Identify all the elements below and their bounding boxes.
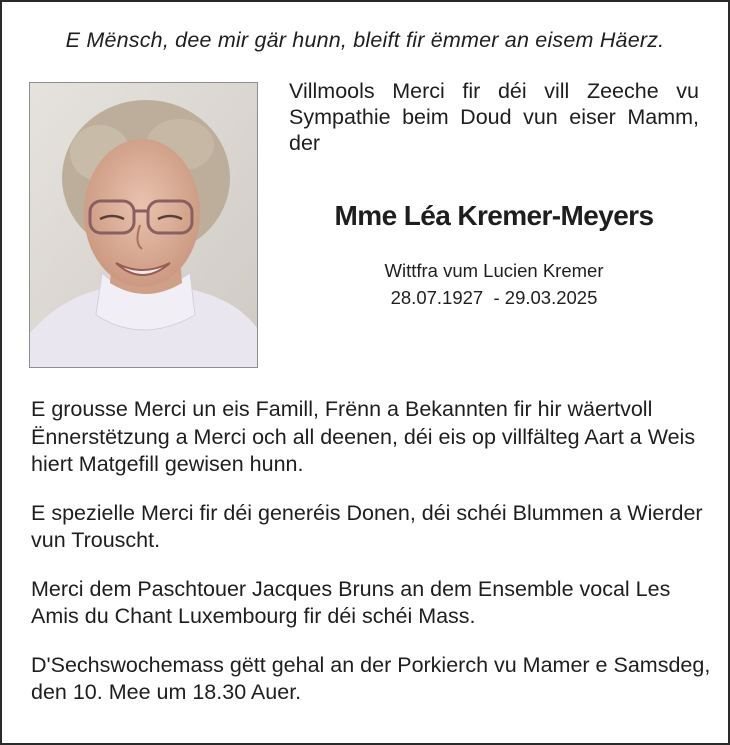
motto: E Mënsch, dee mir gär hunn, bleift fir ëmmer an eisem Häerz. [65,28,665,52]
portrait-photo [29,82,258,368]
paragraph-family-thanks: E grousse Merci un eis Famill, Frënn a Bekannten fir hir wäertvoll Ënnerstëtzung a Merci och all deenen, déi eis op villfälteg Aart a Weis hiert Matgefill gewisen hunn. [31,397,696,476]
paragraph-donations-thanks: E spezielle Merci fir déi generéis Donen, déi schéi Blummen a Wierder vun Trouscht. [31,500,703,552]
deceased-details [289,257,699,311]
thank-you-intro: Villmools Merci fir déi vill Zeeche vu Sympathie beim Doud vun eiser Mamm, der [289,79,699,155]
paragraph-mass-thanks: Merci dem Paschtouer Jacques Bruns an dem Ensemble vocal Les Amis du Chant Luxembourg fir déi schéi Mass. [31,576,671,628]
deceased-name: Mme Léa Kremer-Meyers [334,200,654,231]
paragraph-memorial-mass: D'Sechswochemass gëtt gehal an der Porkierch vu Mamer e Samsdeg, den 10. Mee um 18.30 Auer. [31,652,711,704]
widow-of: Wittfra vum Lucien Kremer [384,260,604,281]
message-body [31,396,711,728]
life-dates: 28.07.1927 - 29.03.2025 [390,287,598,308]
